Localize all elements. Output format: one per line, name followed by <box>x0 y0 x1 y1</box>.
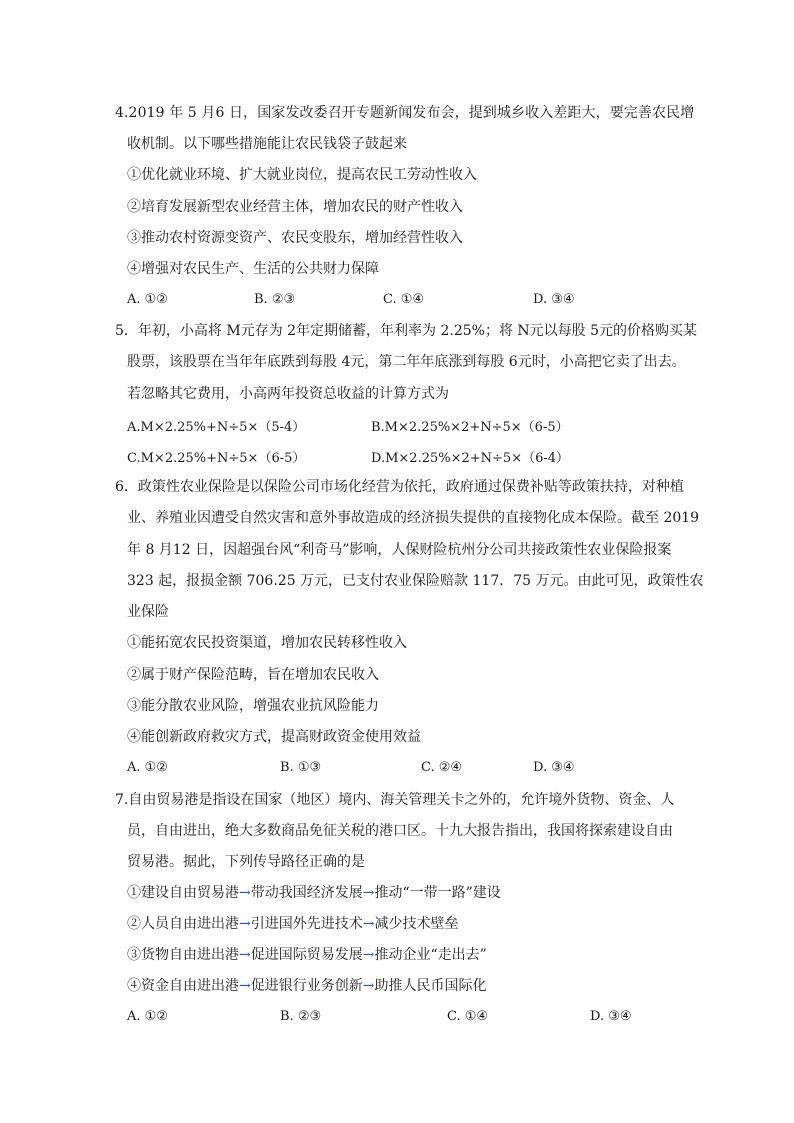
arrow-icon: → <box>239 947 251 963</box>
option-b[interactable]: B. ②③ <box>254 292 296 307</box>
question-4-stem-line-2: 收机制。以下哪些措施能让农民钱袋子鼓起来 <box>127 136 407 152</box>
path-step-2: 引进国外先进技术 <box>250 916 363 932</box>
question-6-stem-line-1: 6．政策性农业保险是以保险公司市场化经营为依托，政府通过保费补贴等政策扶持，对种植 <box>115 479 684 495</box>
question-7-path-4 <box>127 977 486 995</box>
path-step-1: ③货物自由进出港 <box>127 947 239 963</box>
option-a[interactable]: A. ①② <box>127 292 168 307</box>
option-c[interactable]: C. ②④ <box>421 760 463 775</box>
question-6-statement-2: ②属于财产保险范畴，旨在增加农民收入 <box>127 667 379 683</box>
option-a[interactable]: A.M×2.25%+N÷5×（5-4） <box>127 420 306 435</box>
option-c[interactable]: C. ①④ <box>383 292 425 307</box>
option-c[interactable]: C.M×2.25%+N÷5×（6-5） <box>127 451 306 466</box>
question-6-stem-line-4: 323 起，报损金额 706.25 万元，已支付农业保险赔款 117．75 万元。由此可见，政策性农 <box>127 573 704 589</box>
question-4-statement-4: ④增强对农民生产、生活的公共财力保障 <box>127 261 379 277</box>
option-d[interactable]: D. ③④ <box>533 760 575 775</box>
path-step-1: ①建设自由贸易港 <box>127 885 239 901</box>
question-6-stem-line-3: 年 8 月12 日，因超强台风“利奇马”影响，人保财险杭州分公司共接政策性农业保险报案 <box>127 542 672 558</box>
option-b[interactable]: B.M×2.25%×2+N÷5×（6-5） <box>371 420 569 435</box>
path-step-3: 减少技术壁垒 <box>374 916 459 932</box>
option-d[interactable]: D.M×2.25%×2+N÷5×（6-4） <box>371 451 570 466</box>
path-step-1: ②人员自由进出港 <box>127 916 239 932</box>
question-5-options-row-1 <box>0 416 794 434</box>
question-7-options <box>0 1009 794 1027</box>
arrow-icon: → <box>239 916 251 932</box>
arrow-icon: → <box>362 947 375 963</box>
arrow-icon: → <box>239 885 251 901</box>
path-step-3: 推动“一带一路”建设 <box>374 885 501 901</box>
question-6-options <box>0 760 794 778</box>
path-step-3: 推动企业“走出去” <box>374 947 487 963</box>
question-5-stem-line-1: 5．年初，小高将 M元存为 2年定期储蓄，年利率为 2.25%；将 N元以每股 5元的价格购买某 <box>115 323 698 339</box>
option-a[interactable]: A. ①② <box>127 1009 168 1024</box>
question-7-path-3 <box>127 946 487 964</box>
option-b[interactable]: B. ②③ <box>280 1009 322 1024</box>
question-7-stem-line-3: 贸易港。据此，下列传导路径正确的是 <box>127 854 365 870</box>
question-5-stem-line-3: 若忽略其它费用，小高两年投资总收益的计算方式为 <box>127 386 449 402</box>
arrow-icon: → <box>239 978 251 994</box>
question-4-stem-line-1: 4.2019 年 5 月6 日，国家发改委召开专题新闻发布会，提到城乡收入差距大，要完善农民增 <box>115 105 695 121</box>
question-5-options-row-2 <box>0 447 794 465</box>
question-7-stem-line-1: 7.自由贸易港是指设在国家（地区）境内、海关管理关卡之外的，允许境外货物、资金、人 <box>115 792 675 808</box>
path-step-2: 促进国际贸易发展 <box>250 947 363 963</box>
question-6-stem-line-2: 业、养殖业因遭受自然灾害和意外事故造成的经济损失提供的直接物化成本保险。截至 2019 <box>127 510 700 526</box>
question-7-path-1 <box>127 884 501 902</box>
question-4-statement-2: ②培育发展新型农业经营主体，增加农民的财产性收入 <box>127 199 463 215</box>
option-c[interactable]: C. ①④ <box>447 1009 489 1024</box>
question-4-statement-1: ①优化就业环境、扩大就业岗位，提高农民工劳动性收入 <box>127 167 477 183</box>
question-5-stem-line-2: 股票，该股票在当年年底跌到每股 4元，第二年年底涨到每股 6元时，小高把它卖了出去。 <box>127 354 686 370</box>
arrow-icon: → <box>362 916 375 932</box>
question-6-statement-1: ①能拓宽农民投资渠道，增加农民转移性收入 <box>127 635 407 651</box>
question-6-stem-line-5: 业保险 <box>127 604 169 620</box>
path-step-3: 助推人民币国际化 <box>374 978 487 994</box>
arrow-icon: → <box>362 978 375 994</box>
option-a[interactable]: A. ①② <box>127 760 168 775</box>
path-step-2: 带动我国经济发展 <box>250 885 363 901</box>
option-b[interactable]: B. ①③ <box>280 760 322 775</box>
question-7-stem-line-2: 员，自由进出，绝大多数商品免征关税的港口区。十九大报告指出，我国将探索建设自由 <box>127 823 673 839</box>
arrow-icon: → <box>362 885 375 901</box>
question-4-options <box>0 292 794 310</box>
path-step-2: 促进银行业务创新 <box>250 978 363 994</box>
question-6-statement-4: ④能创新政府救灾方式，提高财政资金使用效益 <box>127 729 421 745</box>
option-d[interactable]: D. ③④ <box>590 1009 632 1024</box>
option-d[interactable]: D. ③④ <box>533 292 575 307</box>
question-7-path-2 <box>127 915 458 933</box>
path-step-1: ④资金自由进出港 <box>127 978 239 994</box>
question-6-statement-3: ③能分散农业风险，增强农业抗风险能力 <box>127 698 379 714</box>
question-4-statement-3: ③推动农村资源变资产、农民变股东，增加经营性收入 <box>127 230 463 246</box>
